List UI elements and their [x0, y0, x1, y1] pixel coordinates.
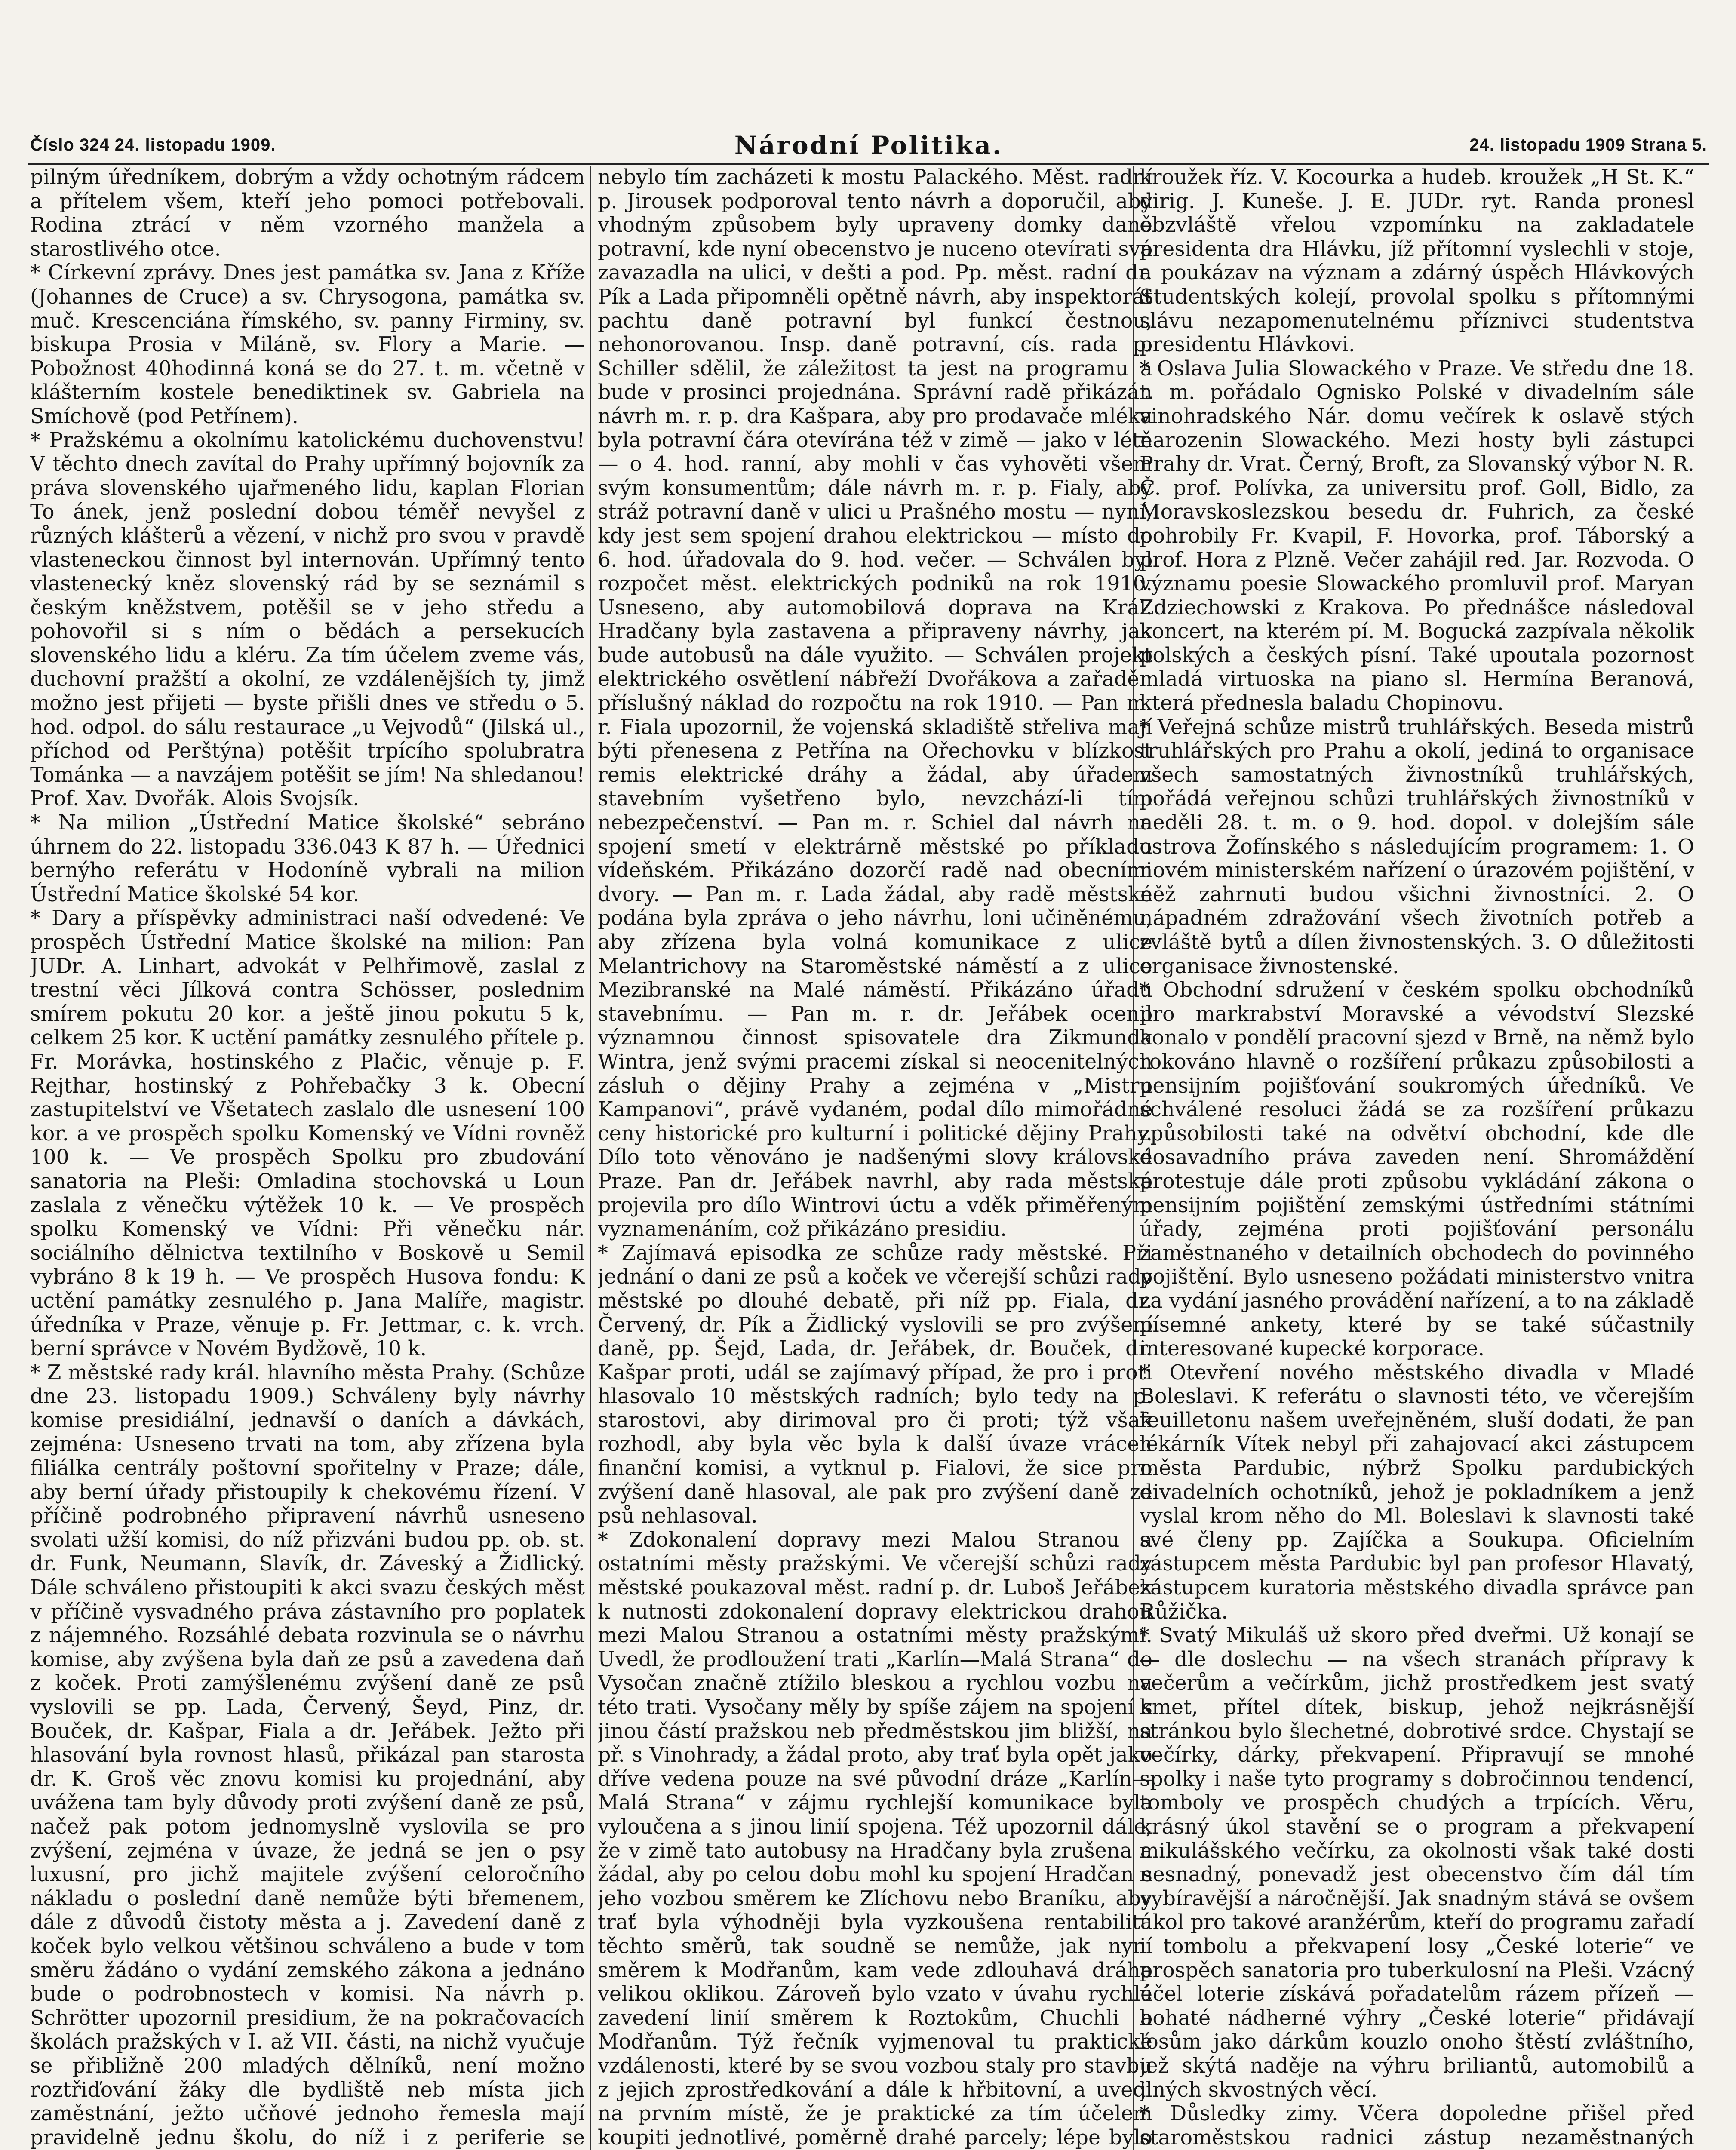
article-paragraph: nebylo tím zacházeti k mostu Palackého. Měst. radní p. Jirousek podporoval tento návrh a doporučil, aby vhodným způsobem byly upraveny domky daně potravní, kde nyní obecenstvo je nuceno otevírati svá zavazadla na ulici, v dešti a pod. Pp. měst. radní dr. Pík a Lada připomněli opětně návrh, aby inspektorát pachtu daně potravní byl funkcí čestnou, nehonorovanou. Insp. daně potravní, cís. rada p. Schiller sdělil, že záležitost ta jest na programu a bude v prosinci projednána. Správní radě přikázán návrh m. r. p. dra Kašpara, aby pro prodavače mléka byla potravní čára otevírána též v zimě — jako v létě — o 4. hod. ranní, aby mohli v čas vyhověti všem svým konsumentům; dále návrh m. r. p. Fialy, aby stráž potravní daně v ulici u Prašného mostu — nyní, kdy jest sem spojení drahou elektrickou — místo do 6. hod. úřadovala do 9. hod. večer. — Schválen byl rozpočet měst. elektrických podniků na rok 1910. Usneseno, aby automobilová doprava na Král. Hradčany byla zastavena a připraveny návrhy, jak bude autobusů na dále využito. — Schválen projekt elektrického osvětlení nábřeží Dvořákova a zařaděn příslušný náklad do rozpočtu na rok 1910. — Pan m. r. Fiala upozornil, že vojenská skladiště střeliva mají býti přenesena z Petřína na Ořechovku v blízkost remis elektrické dráhy a žádal, aby úřadem stavebním vyšetřeno bylo, nevzchází-li tím nebezpečenství. — Pan m. r. Schiel dal návrh na spojení smetí v elektrárně městské po příkladu vídeňském. Přikázáno dozorčí radě nad obecními dvory. — Pan m. r. Lada žádal, aby radě městské podána byla zpráva o jeho návrhu, loni učiněnému, aby zřízena byla volná komunikace z ulice Melantrichovy na Staroměstské náměstí a z ulice Mezibranské na Malé náměstí. Přikázáno úřadu stavebnímu. — Pan m. r. dr. Jeřábek ocenil významnou činnost spisovatele dra Zikmunda Wintra, jenž svými pracemi získal si neocenitelných zásluh o dějiny Prahy a zejména v „Mistru Kampanovi“, právě vydaném, podal dílo mimořádné ceny historické pro kulturní i politické dějiny Prahy. Dílo toto věnováno je nadšenými slovy královské Praze. Pan dr. Jeřábek navrhl, aby rada městská projevila pro dílo Wintrovi úctu a vděk přiměřeným vyznamenáním, což přikázáno presidiu. [598, 166, 1152, 1241]
header-rule [28, 163, 1709, 165]
article-paragraph: * Otevření nového městského divadla v Mladé Boleslavi. K referátu o slavnosti této, ve včerejším feuilletonu našem uveřejněném, sluší dodati, že pan lékárník Vítek nebyl při zahajovací akci zástupcem města Pardubic, nýbrž Spolku pardubických divadelních ochotníků, jehož je pokladníkem a jenž vyslal krom něho do Ml. Boleslavi k slavnosti také své členy pp. Zajíčka a Soukupa. Oficielním zástupcem města Pardubic byl pan profesor Hlavatý, zástupcem kuratoria městského divadla správce pan Růžička. [1140, 1361, 1694, 1624]
column-divider [590, 166, 591, 2150]
column-3 [1140, 166, 1694, 2150]
masthead-title: Národní Politika. [734, 130, 1003, 160]
article-paragraph: pilným úředníkem, dobrým a vždy ochotným rádcem a přítelem všem, kteří jeho pomoci potřebovali. Rodina ztrácí v něm vzorného manžela a starostlivého otce. [30, 166, 585, 261]
page-info: 24. listopadu 1909 Strana 5. [1469, 135, 1707, 154]
page-header [30, 129, 1707, 161]
article-paragraph: * Církevní zprávy. Dnes jest památka sv. Jana z Kříže (Johannes de Cruce) a sv. Chrysogona, památka sv. muč. Krescenciána římského, sv. panny Firminy, sv. biskupa Prosia v Miláně, sv. Flory a Marie. — Pobožnost 40hodinná koná se do 27. t. m. včetně v klášterním kostele benediktinek sv. Gabriela na Smíchově (pod Petřínem). [30, 261, 585, 428]
article-paragraph: kroužek říz. V. Kocourka a hudeb. kroužek „H St. K.“ dirig. J. Kuneše. J. E. JUDr. ryt. Randa pronesl obzvláště vřelou vzpomínku na zakladatele presidenta dra Hlávku, jíž přítomní vyslechli v stoje, a poukázav na význam a zdárný úspěch Hlávkových Studentských kolejí, provolal spolku s přítomnými slávu nezapomenutelnému příznivci studentstva presidentu Hlávkovi. [1140, 166, 1694, 357]
article-paragraph: * Zdokonalení dopravy mezi Malou Stranou a ostatními městy pražskými. Ve včerejší schůzi rady městské poukazoval měst. radní p. dr. Luboš Jeřábek k nutnosti zdokonalení dopravy elektrickou drahou mezi Malou Stranou a ostatními městy pražskými. Uvedl, že prodloužení trati „Karlín—Malá Strana“ do Vysočan značně ztížilo bleskou a rychlou vozbu na této trati. Vysočany měly by spíše zájem na spojení s jinou částí pražskou neb předměstskou jim bližší, na př. s Vinohrady, a žádal proto, aby trať byla opět jako dříve vedena pouze na své původní dráze „Karlín—Malá Strana“ v zájmu rychlejší komunikace byla vyloučena a s jinou linií spojena. Též upozornil dále, že v zimě tato autobusy na Hradčany byla zrušena a žádal, aby po celou dobu mohl ku spojení Hradčan s jeho vozbou směrem ke Zlíchovu nebo Braníku, aby trať byla výhodněji byla vyzkoušena rentabilita těchto směrů, tak soudně se nemůže, jak nyní směrem k Modřanům, kam vede zdlouhavá dráha velikou oklikou. Zároveň bylo vzato v úvahu rychlé zavedení linií směrem k Roztokům, Chuchli a Modřanům. Týž řečník vyjmenoval tu praktické vzdálenosti, které by se svou vozbou staly pro stavbu z jejich zprostředkování a dále k hřbitovní, a uvedl na prvním místě, že je praktické za tím účelem koupiti jednotlivé, poměrně drahé parcely; lépe bylo [598, 1528, 1152, 2150]
article-paragraph: * Z městské rady král. hlavního města Prahy. (Schůze dne 23. listopadu 1909.) Schváleny byly návrhy komise presidiální, jednavší o daních a dávkách, zejména: Usneseno trvati na tom, aby zřízena byla filiálka centrály poštovní spořitelny v Praze; dále, aby berní úřady přistoupily k chekovému řízení. V příčině podrobného připravení návrhů usneseno svolati užší komisi, do níž přizváni budou pp. ob. st. dr. Funk, Neumann, Slavík, dr. Záveský a Židlický. Dále schváleno přistoupiti k akci svazu českých měst v příčině vysvadného práva zástavního pro poplatek z nájemného. Rozsáhlé debata rozvinula se o návrhu komise, aby zvýšena byla daň ze psů a zavedena daň z koček. Proti zamýšlenému zvýšení daně ze psů vyslovili se pp. Lada, Červený, Šeyd, Pinz, dr. Bouček, dr. Kašpar, Fiala a dr. Jeřábek. Ježto při hlasování byla rovnost hlasů, přikázal pan starosta dr. K. Groš věc znovu komisi ku projednání, aby uvážena tam byly důvody proti zvýšení daně ze psů, načež pak potom jednomyslně vyslovila se pro zvýšení, zejména v úvaze, že jedná se jen o psy luxusní, pro jichž majitele zvýšení celoročního nákladu o poslední daně nemůže býti břemenem, dále z důvodů čistoty města a j. Zavedení daně z koček bylo velkou většinou schváleno a bude v tom směru žádáno o vydání zemského zákona a jednáno bude o podrobnostech v komisi. Na návrh p. Schrötter upozornil presidium, že na pokračovacích školách pražských v I. až VII. části, na nichž vyučuje se přibližně 200 mladých dělníků, není možno roztřiďování žáky dle bydliště neb místa jich zaměstnání, ježto učňové jednoho řemesla mají pravidelně jednu školu, do níž i z periferie se [30, 1361, 585, 2150]
article-paragraph: * Veřejná schůze mistrů truhlářských. Beseda mistrů truhlářských pro Prahu a okolí, jediná to organisace všech samostatných živnostníků truhlářských, pořádá veřejnou schůzi truhlářských živnostníků v neděli 28. t. m. o 9. hod. dopol. v dolejším sále ostrova Žofínského s následujícím programem: 1. O novém ministerském nařízení o úrazovém pojištění, v něž zahrnuti budou všichni živnostníci. 2. O nápadném zdražování všech životních potřeb a zvláště bytů a dílen živnostenských. 3. O důležitosti organisace živnostenské. [1140, 715, 1694, 978]
article-paragraph: * Pražskému a okolnímu katolickému duchovenstvu! V těchto dnech zavítal do Prahy upřímný bojovník za práva slovenského ujařmeného lidu, kaplan Florian To ánek, jenž poslední dobou téměř nevyšel z různých klášterů a vězení, v nichž pro svou v pravdě vlasteneckou činnost byl internován. Upřímný tento vlastenecký kněz slovenský rád by se seznámil s českým kněžstvem, potěšil se v jeho středu a pohovořil si s ním o bědách a persekucích slovenského lidu a kléru. Za tím účelem zveme vás, duchovní pražští a okolní, ze vzdálenějších ty, jimž možno jest přijeti — byste přišli dnes ve středu o 5. hod. odpol. do sálu restaurace „u Vejvodů“ (Jilská ul., příchod od Perštýna) potěšit trpícího spolubratra Tománka — a navzájem potěšit se jím! Na shledanou! Prof. Xav. Dvořák. Alois Svojsík. [30, 428, 585, 811]
article-paragraph: * Na milion „Ústřední Matice školské“ sebráno úhrnem do 22. listopadu 336.043 K 87 h. — Úřednici bernýho referátu v Hodoníně vybrali na milion Ústřední Matice školské 54 kor. [30, 811, 585, 906]
article-paragraph: * Zajímavá episodka ze schůze rady městské. Při jednání o dani ze psů a koček ve včerejší schůzi rady městské po dlouhé debatě, při níž pp. Fiala, dr. Červený, dr. Pík a Židlický vyslovili se pro zvýšení daně, pp. Šejd, Lada, dr. Jeřábek, dr. Bouček, dr. Kašpar proti, udál se zajímavý případ, že pro i proti hlasovalo 10 městských radních; bylo tedy na p. starostovi, aby dirimoval pro či proti; týž však rozhodl, aby byla věc byla k další úvaze vrácen finanční komisi, a vytknul p. Fialovi, že sice pro zvýšení daně hlasoval, ale pak pro zvýšení daně ze psů nehlasoval. [598, 1241, 1152, 1528]
article-paragraph: * Oslava Julia Slowackého v Praze. Ve středu dne 18. t. m. pořádalo Ognisko Polské v divadelním sále vinohradského Nár. domu večírek k oslavě stých narozenin Slowackého. Mezi hosty byli zástupci Prahy dr. Vrat. Černý, Broft, za Slovanský výbor N. R. Č. prof. Polívka, za universitu prof. Goll, Bidlo, za Moravskoslezskou besedu dr. Fuhrich, za české pohrobily Fr. Kvapil, F. Hovorka, prof. Táborský a prof. Hora z Plzně. Večer zahájil red. Jar. Rozvoda. O významu poesie Slowackého promluvil prof. Maryan Zdziechowski z Krakova. Po přednášce následoval koncert, na kterém pí. M. Bogucká zazpívala několik polských a českých písní. Také upoutala pozornost mladá virtuoska na piano sl. Hermína Beranová, která přednesla baladu Chopinovu. [1140, 356, 1694, 716]
article-paragraph: * Svatý Mikuláš už skoro před dveřmi. Už konají se — dle doslechu — na všech stranách přípravy k večerům a večírkům, jichž prostředkem jest svatý kmet, přítel dítek, biskup, jehož nejkrásnější stránkou bylo šlechetné, dobrotivé srdce. Chystají se večírky, dárky, překvapení. Připravují se mnohé spolky i naše tyto programy s dobročinnou tendencí, tomboly ve prospěch chudých a trpících. Věru, krásný úkol stavění se o program a překvapení mikulášského večírku, za okolnosti však také dosti nesnadný, ponevadž jest obecenstvo čím dál tím vybíravější a náročnější. Jak snadným stává se ovšem úkol pro takové aranžérům, kteří do programu zařadí i tombolu a překvapení losy „České loterie“ ve prospěch sanatoria pro tuberkulosní na Pleši. Vzácný účel loterie získává pořadatelům rázem přízeň — bohaté nádherné výhry „České loterie“ přidávají losům jako dárkům kouzlo onoho štěstí zvláštního, jež skýtá naděje na výhru briliantů, automobilů a jiných skvostných věcí. [1140, 1624, 1694, 2102]
issue-number: Číslo 324 24. listopadu 1909. [30, 135, 276, 154]
column-1 [30, 166, 585, 2150]
column-2 [598, 166, 1152, 2150]
article-paragraph: * Důsledky zimy. Včera dopoledne přišel před staroměstskou radnici zástup nezaměstnaných [1140, 2102, 1694, 2150]
article-paragraph: * Obchodní sdružení v českém spolku obchodníků pro markrabství Moravské a vévodství Slezské konalo v pondělí pracovní sjezd v Brně, na němž bylo rokováno hlavně o rozšíření průkazu způsobilosti a pensijním pojišťování soukromých úředníků. Ve schválené resoluci žádá se za rozšíření průkazu způsobilosti také na odvětví obchodní, kde dle dosavadního práva zaveden není. Shromáždění protestuje dále proti způsobu vykládání zákona o pensijním pojištění zemskými ústředními státními úřady, zejména proti pojišťování personálu zaměstnaného v detailních obchodech do povinného pojištění. Bylo usneseno požádati ministerstvo vnitra za vydání jasného provádění nařízení, a to na základě písemné ankety, které by se také súčastnily interesované kupecké korporace. [1140, 978, 1694, 1361]
article-paragraph: * Dary a příspěvky administraci naší odvedené: Ve prospěch Ústřední Matice školské na milion: Pan JUDr. A. Linhart, advokát v Pelhřimově, zaslal z trestní věci Jílková contra Schösser, poslednim smírem pokutu 20 kor. a ještě jinou pokutu 5 k, celkem 25 kor. K uctění památky zesnulého přítele p. Fr. Morávka, hostinského z Plačic, věnuje p. F. Rejthar, hostinský z Pohřebačky 3 k. Obecní zastupitelství ve Všetatech zaslalo dle usnesení 100 kor. a ve prospěch spolku Komenský ve Vídni rovněž 100 k. — Ve prospěch Spolku pro zbudování sanatoria na Pleši: Omladina stochovská u Loun zaslala z věnečku výtěžek 10 k. — Ve prospěch spolku Komenský ve Vídni: Při věnečku nár. sociálního dělnictva textilního v Boskově u Semil vybráno 8 k 19 h. — Ve prospěch Husova fondu: K uctění památky zesnulého p. Jana Malíře, magistr. úředníka v Praze, věnuje p. Fr. Jettmar, c. k. vrch. berní správce v Novém Bydžově, 10 k. [30, 906, 585, 1361]
